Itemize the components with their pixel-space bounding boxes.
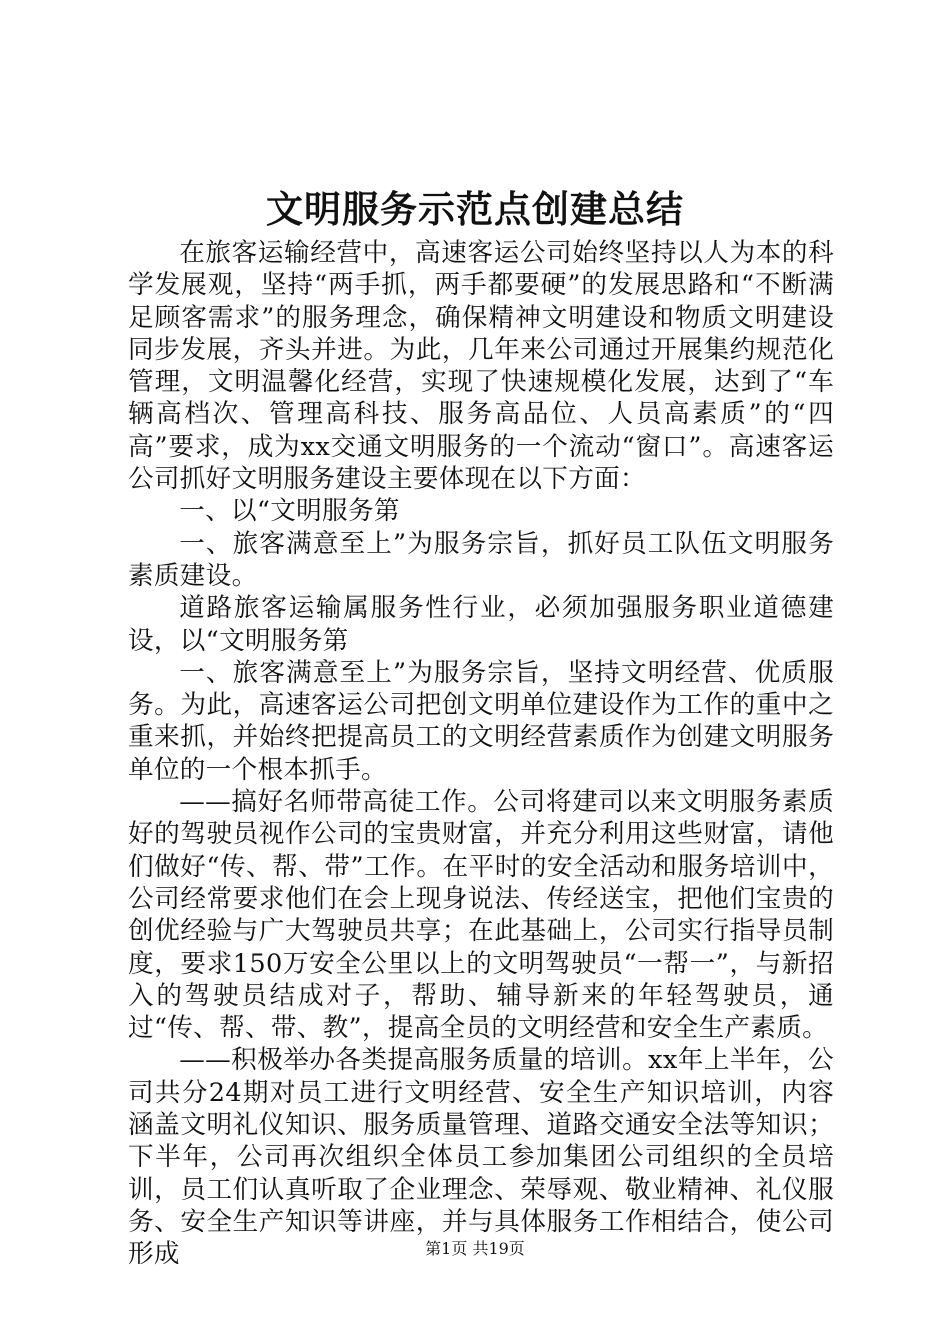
- paragraph: 一、以“文明服务第: [179, 496, 400, 527]
- document-body: [128, 237, 834, 1271]
- page-number-footer: 第1页 共19页: [425, 1239, 525, 1258]
- paragraph: 一、旅客满意至上”为服务宗旨，坚持文明经营、优质服务。为此，高速客运公司把创文明单位建设作为工作的重中之重来抓，并始终把提高员工的文明经营素质作为创建文明服务单位的一个根本抓手。: [128, 657, 834, 785]
- paragraph: 一、旅客满意至上”为服务宗旨，抓好员工队伍文明服务素质建设。: [128, 528, 834, 591]
- document-title: 文明服务示范点创建总结: [266, 187, 684, 231]
- paragraph: 在旅客运输经营中，高速客运公司始终坚持以人为本的科学发展观，坚持“两手抓，两手都要硬”的发展思路和“不断满足顾客需求”的服务理念，确保精神文明建设和物质文明建设同步发展，齐头并进。为此，几年来公司通过开展集约规范化管理，文明温馨化经营，实现了快速规模化发展，达到了“车辆高档次、管理高科技、服务高品位、人员高素质”的“四高”要求，成为xx交通文明服务的一个流动“窗口”。高速客运公司抓好文明服务建设主要体现在以下方面：: [128, 238, 834, 495]
- paragraph: ——积极举办各类提高服务质量的培训。xx年上半年，公司共分24期对员工进行文明经营、安全生产知识培训，内容涵盖文明礼仪知识、服务质量管理、道路交通安全法等知识；下半年，公司再次组织全体员工参加集团公司组织的全员培训，员工们认真听取了企业理念、荣辱观、敬业精神、礼仪服务、安全生产知识等讲座，并与具体服务工作相结合，使公司形成: [128, 1045, 834, 1270]
- paragraph: 道路旅客运输属服务性行业，必须加强服务职业道德建设，以“文明服务第: [128, 593, 834, 656]
- paragraph: ——搞好名师带高徒工作。公司将建司以来文明服务素质好的驾驶员视作公司的宝贵财富，并充分利用这些财富，请他们做好“传、帮、带”工作。在平时的安全活动和服务培训中，公司经常要求他们在会上现身说法、传经送宝，把他们宝贵的创优经验与广大驾驶员共享；在此基础上，公司实行指导员制度，要求150万安全公里以上的文明驾驶员“一帮一”，与新招入的驾驶员结成对子，帮助、辅导新来的年轻驾驶员，通过“传、帮、带、教”，提高全员的文明经营和安全生产素质。: [128, 787, 834, 1044]
